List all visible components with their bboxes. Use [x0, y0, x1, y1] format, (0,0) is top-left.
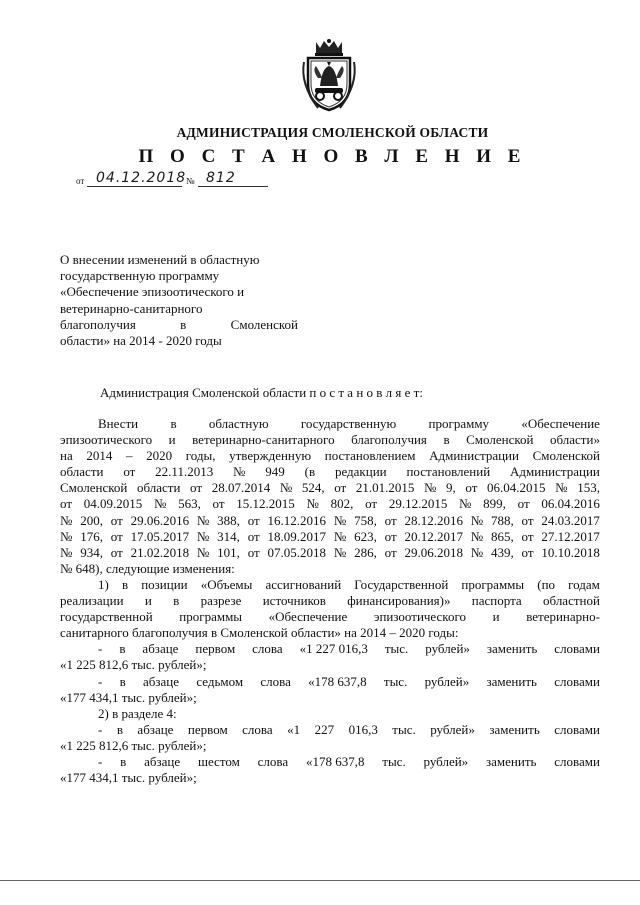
body-word: 06.04.2016 [541, 496, 600, 512]
body-word: (в [304, 464, 316, 480]
body-line [60, 513, 600, 529]
body-line [60, 529, 600, 545]
body-word: 563, [178, 496, 201, 512]
body-line [60, 464, 600, 480]
body-word: № [470, 528, 484, 544]
body-word: эпизоотического [373, 609, 466, 625]
body-word: № [233, 464, 246, 480]
subject-line: области» на 2014 - 2020 годы [60, 333, 222, 349]
body-line [60, 641, 600, 657]
body-word: 176, [80, 528, 103, 544]
body-word: годам [568, 576, 600, 592]
body-word: 388, [217, 512, 240, 528]
body-word: заменить [489, 721, 540, 737]
document-title: П О С Т А Н О В Л Е Н И Е [138, 146, 527, 167]
body-word: № [333, 528, 347, 544]
body-word: 29.06.2018 [404, 544, 463, 560]
body-line: «1 225 812,6 тыс. рублей»; [60, 737, 207, 753]
body-word: Государственной [354, 576, 449, 592]
body-word: от [365, 496, 378, 512]
body-word: в [120, 753, 127, 769]
body-word: первом [195, 641, 236, 657]
body-word: областной [543, 593, 600, 609]
body-line: санитарного благополучия в Смоленской области» на 2014 – 2020 годы: [60, 625, 459, 641]
body-word: 2014 [86, 448, 113, 464]
body-word: в [119, 641, 126, 657]
body-word: 9, [446, 480, 456, 496]
body-word: «1 [287, 721, 301, 737]
body-word: 314, [217, 528, 240, 544]
body-line [60, 448, 600, 464]
body-word: 1) [98, 576, 109, 592]
body-word: словами [554, 721, 600, 737]
body-word: от [190, 480, 203, 496]
body-word: 18.09.2017 [267, 528, 327, 544]
body-word: № [333, 512, 347, 528]
body-word: № [60, 544, 73, 560]
body-word: в [116, 721, 123, 737]
body-word: программу [428, 416, 490, 431]
body-word: словами [554, 753, 600, 769]
body-word: источников [262, 593, 326, 609]
body-word: от [123, 464, 136, 480]
subject-line [60, 317, 298, 333]
body-line [60, 545, 600, 561]
body-word: 28.07.2014 [211, 480, 271, 496]
body-word: тыс. [384, 641, 409, 657]
body-word: от [384, 512, 397, 528]
body-word: 101, [217, 544, 240, 560]
body-word: «Объемы [200, 576, 253, 592]
resolution-intro: Администрация Смоленской области п о с т а н о в л я е т: [100, 385, 423, 400]
body-word: - [98, 641, 103, 657]
body-word: от [521, 512, 534, 528]
date-label: от [76, 176, 85, 186]
body-word: - [98, 753, 103, 769]
body-word: ветеринарно-санитарного [192, 432, 335, 448]
document-body [60, 416, 600, 786]
body-word: в [170, 416, 177, 431]
body-word: постановлением [324, 448, 416, 464]
body-word: 29.12.2015 [388, 496, 448, 512]
body-word: от [465, 480, 478, 496]
body-word: слова [252, 641, 283, 657]
body-word: в [443, 432, 450, 448]
body-word: рублей» [425, 641, 470, 657]
body-word: № [196, 512, 210, 528]
body-word: «178 637,8 [308, 673, 367, 689]
body-word: 227 [314, 721, 335, 737]
body-word: от [110, 528, 123, 544]
body-word: № [333, 544, 347, 560]
number-label: № [186, 176, 195, 186]
body-word: абзаце [144, 753, 181, 769]
body-word: 22.11.2013 [155, 464, 214, 480]
body-word: № [60, 512, 73, 528]
body-word: от [110, 544, 123, 560]
body-word: от [247, 512, 260, 528]
body-word: рублей» [423, 753, 469, 769]
body-word: 439, [490, 544, 514, 560]
body-word: 200, [80, 512, 103, 528]
body-word: эпизоотического [60, 432, 153, 448]
body-line: «1 225 812,6 тыс. рублей»; [60, 657, 207, 673]
body-word: тыс. [383, 673, 408, 689]
body-word: позиции [141, 576, 188, 592]
body-word: № [279, 480, 293, 496]
body-word: № [470, 512, 484, 528]
body-word: 016,3 [348, 721, 378, 737]
body-line [60, 416, 600, 432]
body-word: 802, [330, 496, 354, 512]
body-line [60, 754, 600, 770]
body-line: 2) в разделе 4: [98, 705, 177, 721]
body-word: слова [242, 721, 273, 737]
body-word: от [212, 496, 225, 512]
body-line [60, 722, 600, 738]
body-word: от [247, 528, 260, 544]
body-word: 21.01.2015 [355, 480, 415, 496]
body-word: 524, [301, 480, 325, 496]
body-word: и [492, 609, 500, 625]
body-word: 21.02.2018 [130, 544, 190, 560]
body-word: области [136, 480, 181, 496]
body-word: седьмом [196, 673, 244, 689]
body-word: заменить [486, 673, 537, 689]
body-word: № [423, 480, 437, 496]
body-line [60, 593, 600, 609]
body-word: Смоленской [466, 432, 534, 448]
body-word: Администрации [429, 448, 519, 464]
subject-word: благополучия [60, 316, 136, 332]
body-word: 865, [490, 528, 514, 544]
body-word: 17.05.2017 [130, 528, 190, 544]
subject-line: О внесении изменений в областную [60, 252, 260, 267]
body-word: слова [260, 673, 291, 689]
body-line [60, 674, 600, 690]
body-word: словами [554, 641, 600, 657]
body-word: от [110, 512, 123, 528]
body-word: от [521, 528, 534, 544]
body-line: «177 434,1 тыс. рублей»; [60, 689, 197, 705]
body-word: благополучия [351, 432, 427, 448]
date-value: 04.12.2018 [96, 170, 187, 186]
subject-word: Смоленской [230, 316, 298, 332]
body-word: утвержденную [229, 448, 312, 464]
body-line [60, 432, 600, 448]
subject-line: ветеринарно-санитарного [60, 300, 203, 316]
body-word: на [60, 448, 73, 464]
body-word: слова [257, 753, 289, 769]
body-word: программы [461, 576, 525, 592]
page-bottom-rule [0, 880, 640, 881]
body-word: (по [537, 576, 556, 592]
date-underline [87, 186, 182, 187]
body-word: 29.06.2016 [130, 512, 190, 528]
body-word: области [60, 464, 104, 480]
body-word: 28.12.2016 [404, 512, 463, 528]
body-word: программы [179, 609, 243, 625]
body-word: и [144, 593, 152, 609]
body-line [60, 496, 600, 512]
body-word: 10.10.2018 [541, 544, 600, 560]
body-line [60, 609, 600, 625]
body-word: постановлений [406, 464, 491, 480]
body-word: от [517, 496, 530, 512]
organization-name: АДМИНИСТРАЦИЯ СМОЛЕНСКОЙ ОБЛАСТИ [176, 125, 489, 140]
body-word: 2020 [146, 448, 173, 464]
body-word: - [98, 721, 103, 737]
body-word: годы, [185, 448, 216, 464]
body-word: от [334, 480, 347, 496]
body-word: 06.04.2015 [487, 480, 546, 496]
body-word: – [125, 448, 133, 464]
body-word: 758, [354, 512, 377, 528]
body-word: № [555, 480, 568, 496]
body-word: финансирования)» [347, 593, 451, 609]
body-word: 15.12.2015 [236, 496, 295, 512]
body-word: в [173, 593, 180, 609]
date-number-line [76, 171, 276, 189]
document-subject [60, 252, 298, 349]
subject-line: государственную программу [60, 268, 220, 284]
body-word: 04.09.2015 [83, 496, 143, 512]
body-word: заменить [486, 753, 537, 769]
body-word: абзаце [137, 721, 174, 737]
body-word: от [384, 528, 397, 544]
body-word: 788, [490, 512, 514, 528]
body-word: Смоленской [532, 448, 600, 464]
subject-line: «Обеспечение эпизоотического и [60, 284, 245, 300]
body-word: Смоленской [60, 480, 128, 496]
body-line [60, 480, 600, 496]
body-word: № [196, 544, 210, 560]
body-word: рублей» [424, 673, 470, 689]
body-word: паспорта [471, 593, 522, 609]
body-word: № [470, 544, 484, 560]
body-word: 623, [354, 528, 377, 544]
body-word: 27.12.2017 [541, 528, 600, 544]
body-word: № [306, 496, 319, 512]
body-word: словами [554, 673, 600, 689]
body-word: рублей» [430, 721, 475, 737]
body-word: областную [208, 416, 269, 431]
body-word: в [119, 673, 126, 689]
number-value: 812 [206, 170, 236, 186]
body-word: тыс. [382, 753, 406, 769]
body-word: абзаце [142, 641, 179, 657]
smolensk-coat-of-arms-icon [298, 38, 360, 112]
body-word: ветеринарно- [526, 609, 600, 625]
body-word: тыс. [392, 721, 416, 737]
body-word: области» [549, 432, 600, 448]
body-line: № 648), следующие изменения: [60, 560, 235, 576]
body-word: государственной [60, 609, 153, 625]
body-word: № [153, 496, 167, 512]
body-word: от [247, 544, 260, 560]
body-word: первом [187, 721, 228, 737]
number-underline [198, 186, 268, 187]
body-word: 16.12.2016 [267, 512, 327, 528]
body-word: ассигнований [265, 576, 342, 592]
body-word: заменить [486, 641, 538, 657]
body-word: 153, [577, 480, 600, 496]
body-word: 949 [265, 464, 285, 480]
body-line: «177 434,1 тыс. рублей»; [60, 770, 197, 786]
subject-word: в [180, 316, 187, 332]
body-word: «1 227 016,3 [299, 641, 368, 657]
body-word: № [459, 496, 472, 512]
body-word: 24.03.2017 [541, 512, 600, 528]
body-word: абзаце [143, 673, 180, 689]
body-word: № [196, 528, 210, 544]
body-word: № [60, 528, 73, 544]
body-word: реализации [60, 593, 124, 609]
body-word: 286, [354, 544, 377, 560]
body-word: 934, [80, 544, 103, 560]
body-word: - [98, 673, 103, 689]
body-word: разрезе [200, 593, 242, 609]
body-word: Администрации [510, 464, 600, 480]
body-word: в [121, 576, 129, 592]
body-word: «178 637,8 [305, 753, 365, 769]
body-word: государственную [300, 416, 397, 431]
body-word: 07.05.2018 [267, 544, 327, 560]
body-word: и [168, 432, 176, 448]
body-word: 20.12.2017 [404, 528, 463, 544]
body-word: Внести [98, 416, 139, 431]
body-line [60, 577, 600, 593]
body-word: 899, [483, 496, 506, 512]
body-word: редакции [334, 464, 387, 480]
body-word: от [521, 544, 534, 560]
body-word: «Обеспечение [521, 416, 600, 431]
body-word: «Обеспечение [268, 609, 348, 625]
body-word: от [384, 544, 397, 560]
body-word: от [60, 496, 73, 512]
body-word: шестом [197, 753, 240, 769]
